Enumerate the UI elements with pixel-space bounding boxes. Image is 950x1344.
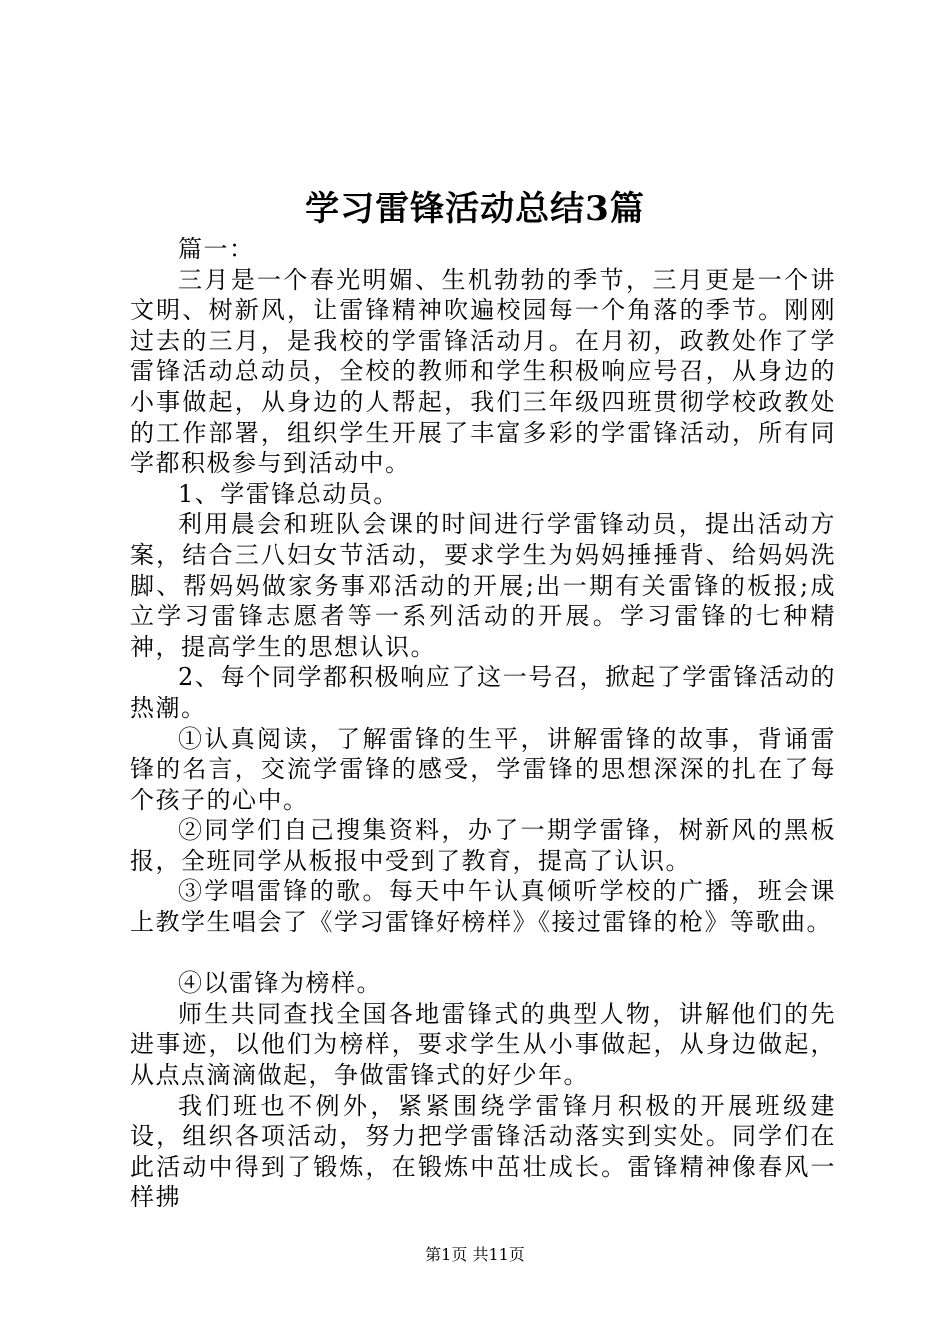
paragraph-heading: 篇一： bbox=[178, 235, 255, 263]
document-title: 学习雷锋活动总结3篇 bbox=[305, 189, 645, 229]
paragraph: ②同学们自己搜集资料，办了一期学雷锋，树新风的黑板报，全班同学从板报中受到了教育，提高了认识。 bbox=[130, 816, 836, 875]
paragraph: 利用晨会和班队会课的时间进行学雷锋动员，提出活动方案，结合三八妇女节活动，要求学生为妈妈捶捶背、给妈妈洗脚、帮妈妈做家务事邓活动的开展;出一期有关雷锋的板报;成立学习雷锋志愿者等一系列活动的开展。学习雷锋的七种精神，提高学生的思想认识。 bbox=[130, 510, 836, 661]
paragraph: ④以雷锋为榜样。 bbox=[178, 969, 382, 998]
paragraph: 三月是一个春光明媚、生机勃勃的季节，三月更是一个讲文明、树新风，让雷锋精神吹遍校园每一个角落的季节。刚刚过去的三月，是我校的学雷锋活动月。在月初，政教处作了学雷锋活动总动员，全校的教师和学生积极响应号召，从身边的小事做起，从身边的人帮起，我们三年级四班贯彻学校政教处的工作部署，组织学生开展了丰富多彩的学雷锋活动，所有同学都积极参与到活动中。 bbox=[130, 265, 836, 478]
blank-line bbox=[130, 938, 836, 969]
document-body bbox=[130, 234, 836, 1213]
page-number-footer: 第1页 共11页 bbox=[425, 1245, 525, 1264]
paragraph: 我们班也不例外，紧紧围绕学雷锋月积极的开展班级建设，组织各项活动，努力把学雷锋活动落实到实处。同学们在此活动中得到了锻炼，在锻炼中茁壮成长。雷锋精神像春风一样拂 bbox=[130, 1091, 836, 1212]
paragraph: 师生共同查找全国各地雷锋式的典型人物，讲解他们的先进事迹，以他们为榜样，要求学生从小事做起，从身边做起，从点点滴滴做起，争做雷锋式的好少年。 bbox=[130, 999, 836, 1090]
paragraph: ①认真阅读，了解雷锋的生平，讲解雷锋的故事，背诵雷锋的名言，交流学雷锋的感受，学雷锋的思想深深的扎在了每个孩子的心中。 bbox=[130, 724, 836, 814]
paragraph: 1、学雷锋总动员。 bbox=[178, 479, 399, 508]
paragraph: 2、每个同学都积极响应了这一号召，掀起了学雷锋活动的热潮。 bbox=[130, 663, 836, 722]
paragraph: ③学唱雷锋的歌。每天中午认真倾听学校的广播，班会课上教学生唱会了《学习雷锋好榜样》《接过雷锋的枪》等歌曲。 bbox=[130, 877, 836, 937]
